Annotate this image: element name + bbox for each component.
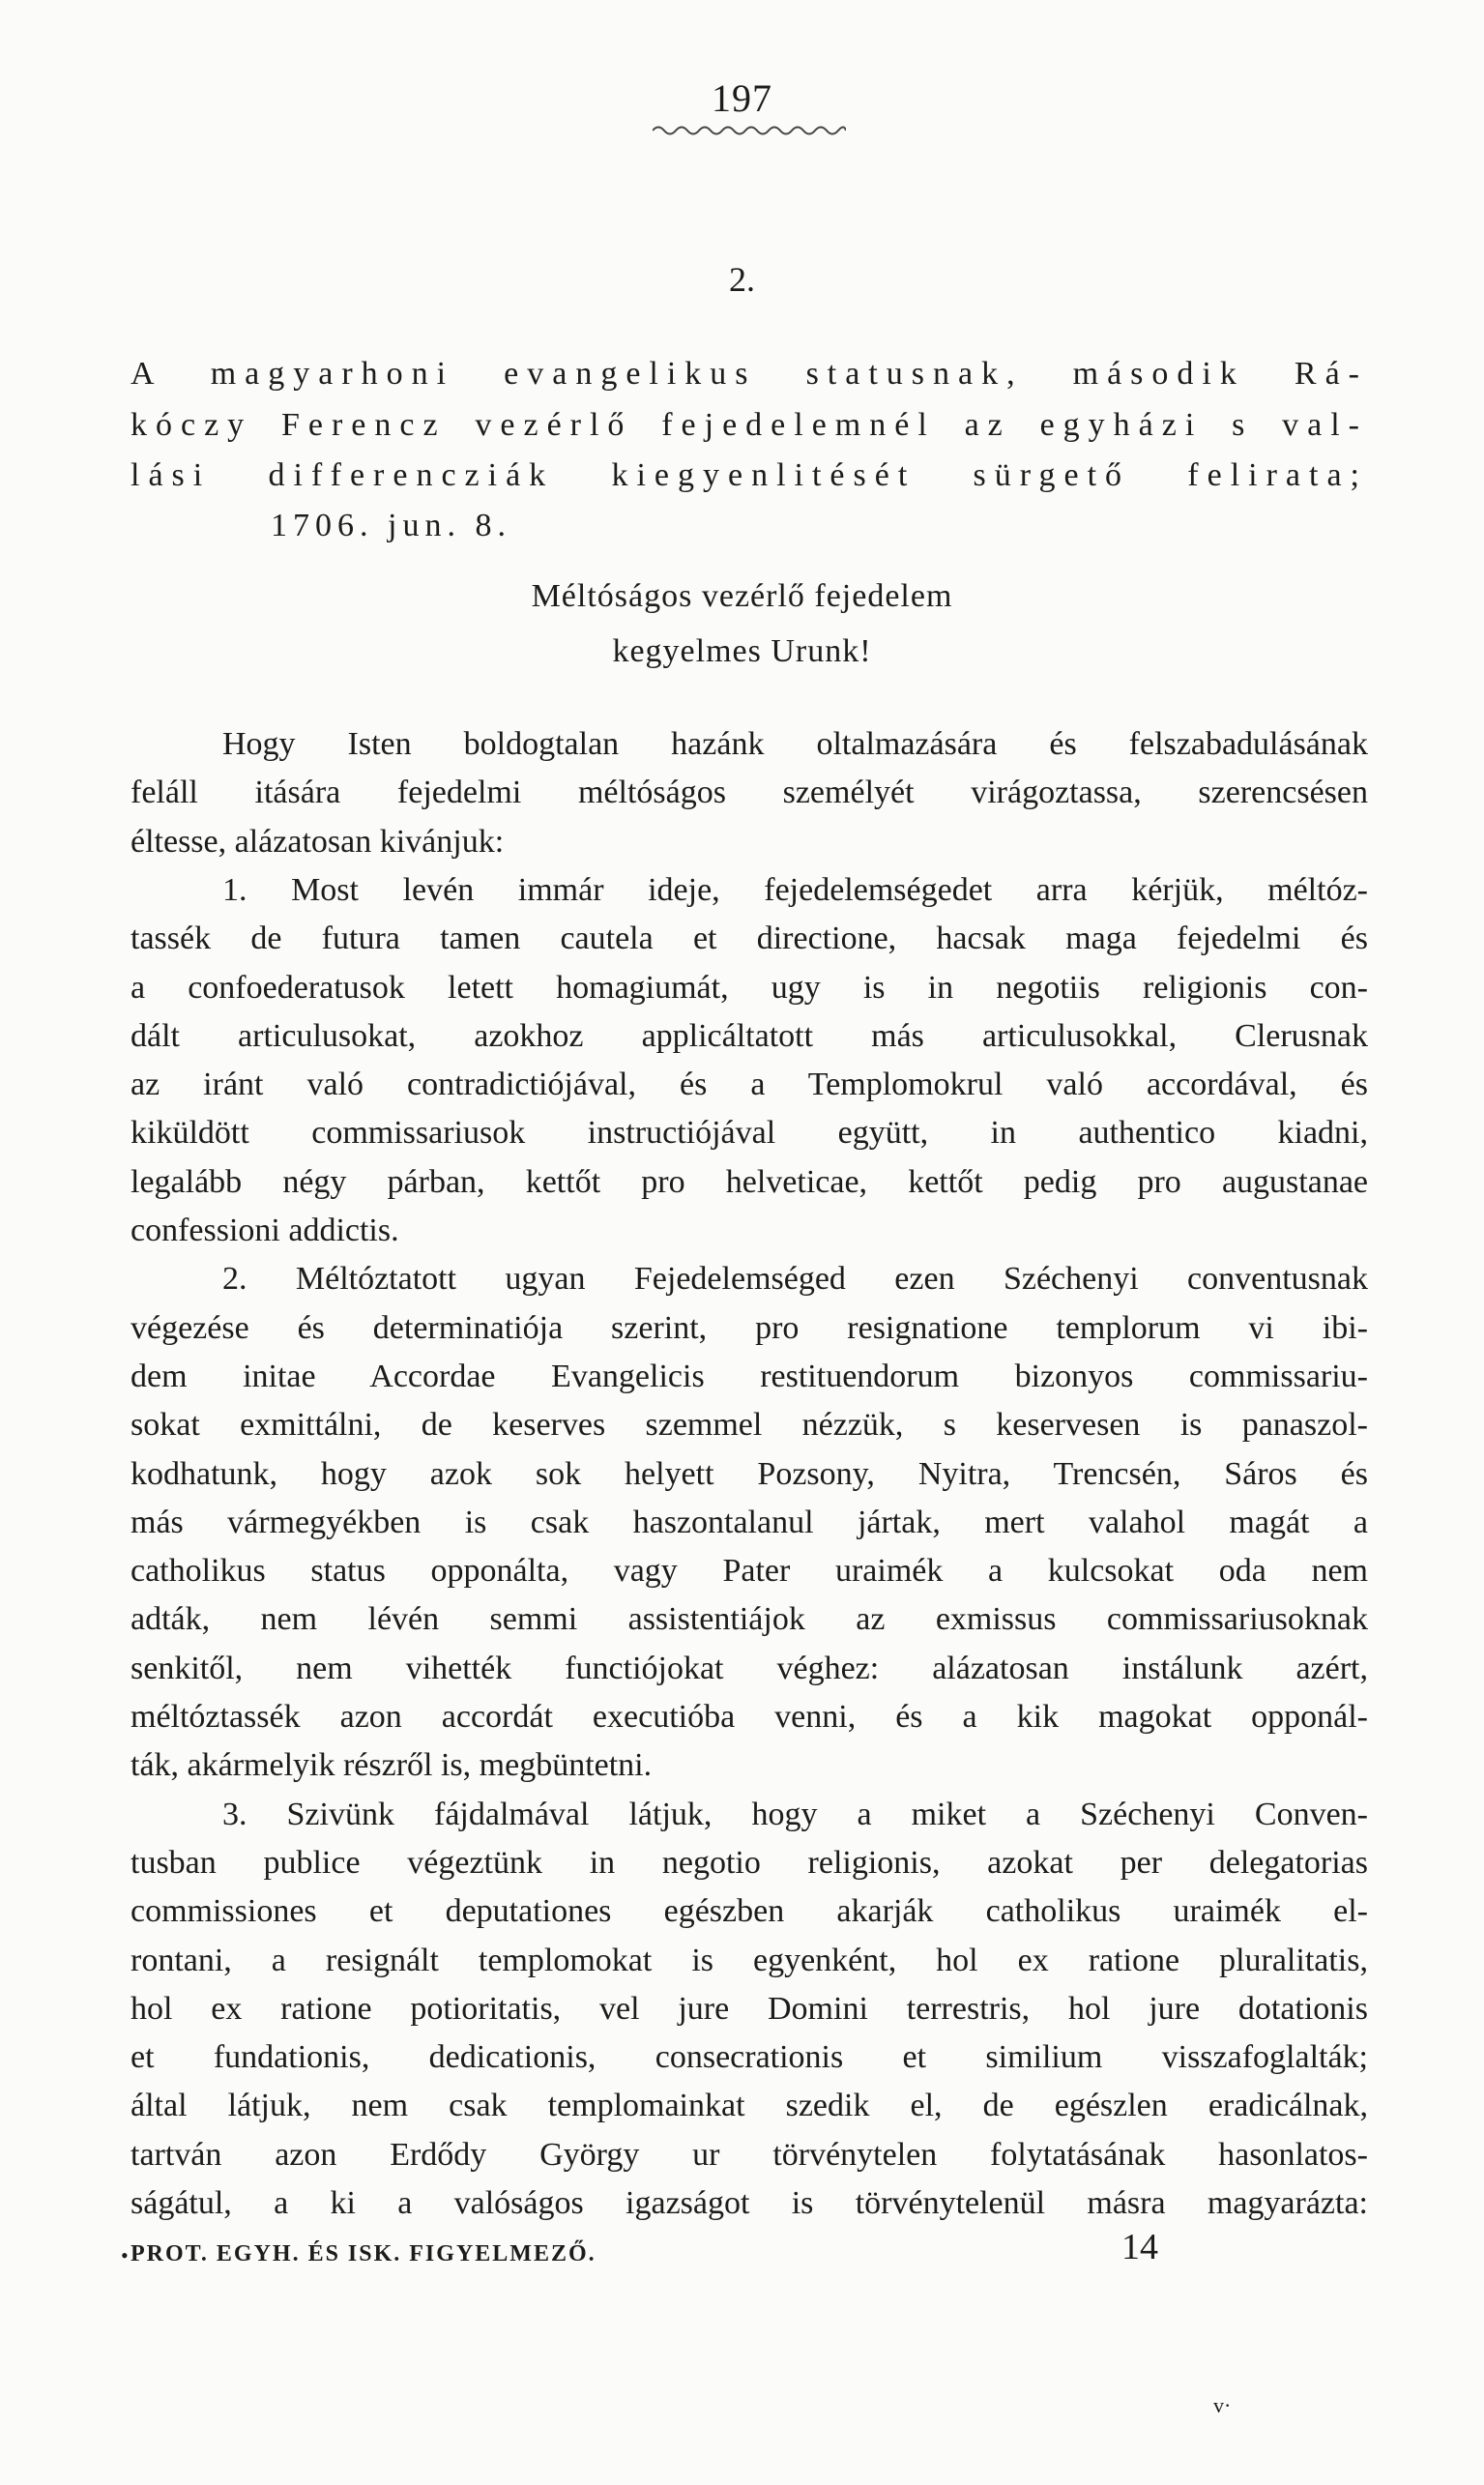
print-mark: • [121,2243,129,2267]
body-line: adták, nem lévén semmi assistentiájok az exmissus commissariusoknak [131,1601,1368,1638]
page-number-ornament [653,124,846,137]
body-line: éltesse, alázatosan kivánjuk: [131,823,505,860]
body-line: méltóztassék azon accordát executióba venni, és a kik magokat opponál- [131,1699,1368,1735]
heading-line-3: lási differencziák kiegyenlitését sürgető felirata; [131,457,1368,493]
body-line: végezése és determinatiója szerint, pro resignatione templorum vi ibi- [131,1309,1368,1346]
body-line: confessioni addictis. [131,1213,399,1248]
body-line: 2. Méltóztatott ugyan Fejedelemséged ezen Széchenyi conventusnak [222,1261,1368,1298]
body-line: et fundationis, dedicationis, consecrationis et similium visszafoglalták; [131,2039,1368,2076]
body-line: ták, akármelyik részről is, megbüntetni. [131,1747,653,1784]
salutation-line-1: Méltóságos vezérlő fejedelem [531,578,953,614]
body-line: senkitől, nem vihették functiójokat véghez: alázatosan instálunk azért, [131,1650,1368,1686]
body-line: hol ex ratione potioritatis, vel jure Domini terrestris, hol jure dotationis [131,1990,1368,2027]
body-line: catholikus status opponálta, vagy Pater uraimék a kulcsokat oda nem [131,1553,1368,1590]
body-line: által látjuk, nem csak templomainkat szedik el, de egészlen eradicálnak, [131,2088,1368,2124]
body-line: dem initae Accordae Evangelicis restituendorum bizonyos commissariu- [131,1358,1368,1394]
body-line: tusban publice végeztünk in negotio religionis, azokat per delegatorias [131,1844,1368,1881]
body-line: tartván azon Erdődy György ur törvénytelen folytatásának hasonlatos- [131,2136,1368,2173]
body-line: commissiones et deputationes egészben akarják catholikus uraimék el- [131,1893,1368,1930]
body-line: rontani, a resignált templomokat is egyenként, hol ex ratione pluralitatis, [131,1942,1368,1978]
body-line: dált articulusokat, azokhoz applicáltatott más articulusokkal, Clerusnak [131,1017,1368,1054]
heading-line-2: kóczy Ferencz vezérlő fejedelemnél az egyházi s val- [131,407,1368,443]
body-line: kiküldött commissariusok instructiójával együtt, in authentico kiadni, [131,1115,1368,1152]
footer-journal-title: PROT. EGYH. ÉS ISK. FIGYELMEZŐ. [131,2241,597,2266]
heading-line-1: A magyarhoni evangelikus statusnak, második Rá- [131,356,1368,392]
body-line: 1. Most levén immár ideje, fejedelemségedet arra kérjük, méltóz- [222,871,1368,908]
footer-sheet-number: 14 [1121,2227,1158,2267]
body-line: ságátul, a ki a valóságos igazságot is törvénytelenül másra magyarázta: [131,2185,1368,2221]
section-number: 2. [729,260,755,299]
page-number: 197 [712,76,772,120]
heading-date: 1706. jun. 8. [271,508,511,543]
body-line: feláll itására fejedelmi méltóságos személyét virágoztassa, szerencsésen [131,775,1368,811]
body-line: a confoederatusok letett homagiumát, ugy is in negotiis religionis con- [131,969,1368,1006]
body-line: más vármegyékben is csak haszontalanul jártak, mert valahol magát a [131,1504,1368,1540]
body-line: 3. Szivünk fájdalmával látjuk, hogy a miket a Széchenyi Conven- [222,1796,1368,1832]
body-line: tassék de futura tamen cautela et directione, hacsak maga fejedelmi és [131,921,1368,957]
body-line: sokat exmittálni, de keserves szemmel nézzük, s keservesen is panaszol- [131,1407,1368,1444]
body-line: az iránt való contradictiójával, és a Templomokrul való accordával, és [131,1067,1368,1103]
print-mark: v· [1213,2393,1232,2417]
body-line: kodhatunk, hogy azok sok helyett Pozsony, Nyitra, Trencsén, Sáros és [131,1455,1368,1492]
body-line: Hogy Isten boldogtalan hazánk oltalmazására és felszabadulásának [222,726,1368,762]
salutation-line-2: kegyelmes Urunk! [612,633,872,669]
body-line: legalább négy párban, kettőt pro helveticae, kettőt pedig pro augustanae [131,1163,1368,1200]
